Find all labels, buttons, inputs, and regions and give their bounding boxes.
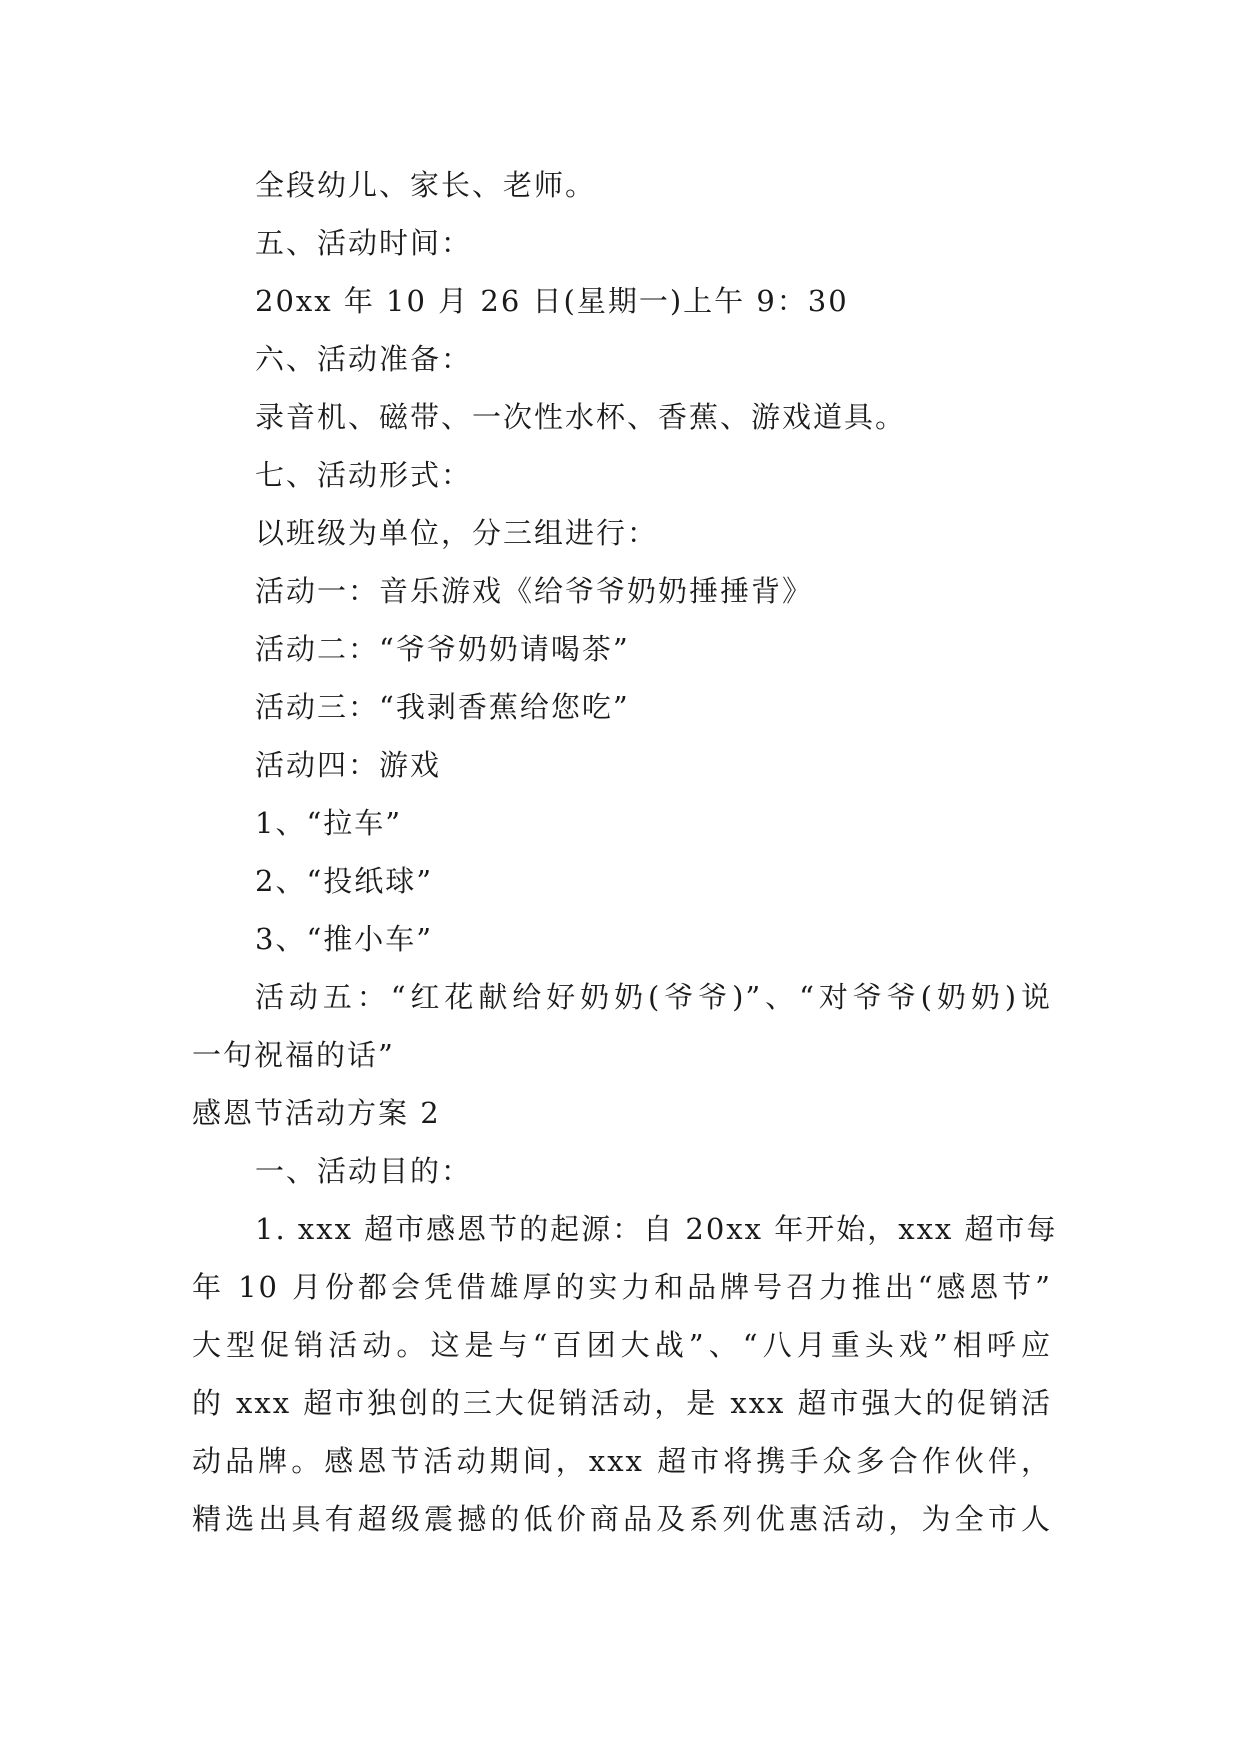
text-line: 录音机、磁带、一次性水杯、香蕉、游戏道具。 (255, 400, 907, 434)
activity-item: 活动五：“红花献给好奶奶(爷爷)”、“对爷爷(奶奶)说 (255, 980, 1052, 1014)
document-title: 感恩节活动方案 2 (192, 1096, 441, 1130)
game-item: 2、“投纸球” (255, 864, 434, 898)
text-line: 全段幼儿、家长、老师。 (255, 168, 597, 202)
text-line: 以班级为单位，分三组进行： (255, 516, 659, 550)
activity-item: 活动三：“我剥香蕉给您吃” (255, 690, 630, 724)
paragraph-line: 大型促销活动。这是与“百团大战”、“八月重头戏”相呼应 (192, 1328, 1052, 1362)
paragraph-line: 的 xxx 超市独创的三大促销活动，是 xxx 超市强大的促销活 (192, 1386, 1052, 1420)
section-heading-format: 七、活动形式： (255, 458, 473, 492)
section-heading-purpose: 一、活动目的： (255, 1154, 473, 1188)
paragraph-line: 动品牌。感恩节活动期间，xxx 超市将携手众多合作伙伴， (192, 1444, 1052, 1478)
text-line: 20xx 年 10 月 26 日(星期一)上午 9：30 (255, 284, 849, 318)
section-heading-time: 五、活动时间： (255, 226, 473, 260)
section-heading-preparation: 六、活动准备： (255, 342, 473, 376)
paragraph-line: 精选出具有超级震撼的低价商品及系列优惠活动，为全市人 (192, 1502, 1052, 1536)
activity-item: 活动一：音乐游戏《给爷爷奶奶捶捶背》 (255, 574, 814, 608)
activity-item: 活动二：“爷爷奶奶请喝茶” (255, 632, 630, 666)
paragraph-line: 1. xxx 超市感恩节的起源：自 20xx 年开始，xxx 超市每 (255, 1212, 1058, 1246)
paragraph-line: 年 10 月份都会凭借雄厚的实力和品牌号召力推出“感恩节” (192, 1270, 1052, 1304)
game-item: 1、“拉车” (255, 806, 403, 840)
activity-item: 活动四：游戏 (255, 748, 442, 782)
text-line: 一句祝福的话” (192, 1038, 395, 1072)
game-item: 3、“推小车” (255, 922, 434, 956)
